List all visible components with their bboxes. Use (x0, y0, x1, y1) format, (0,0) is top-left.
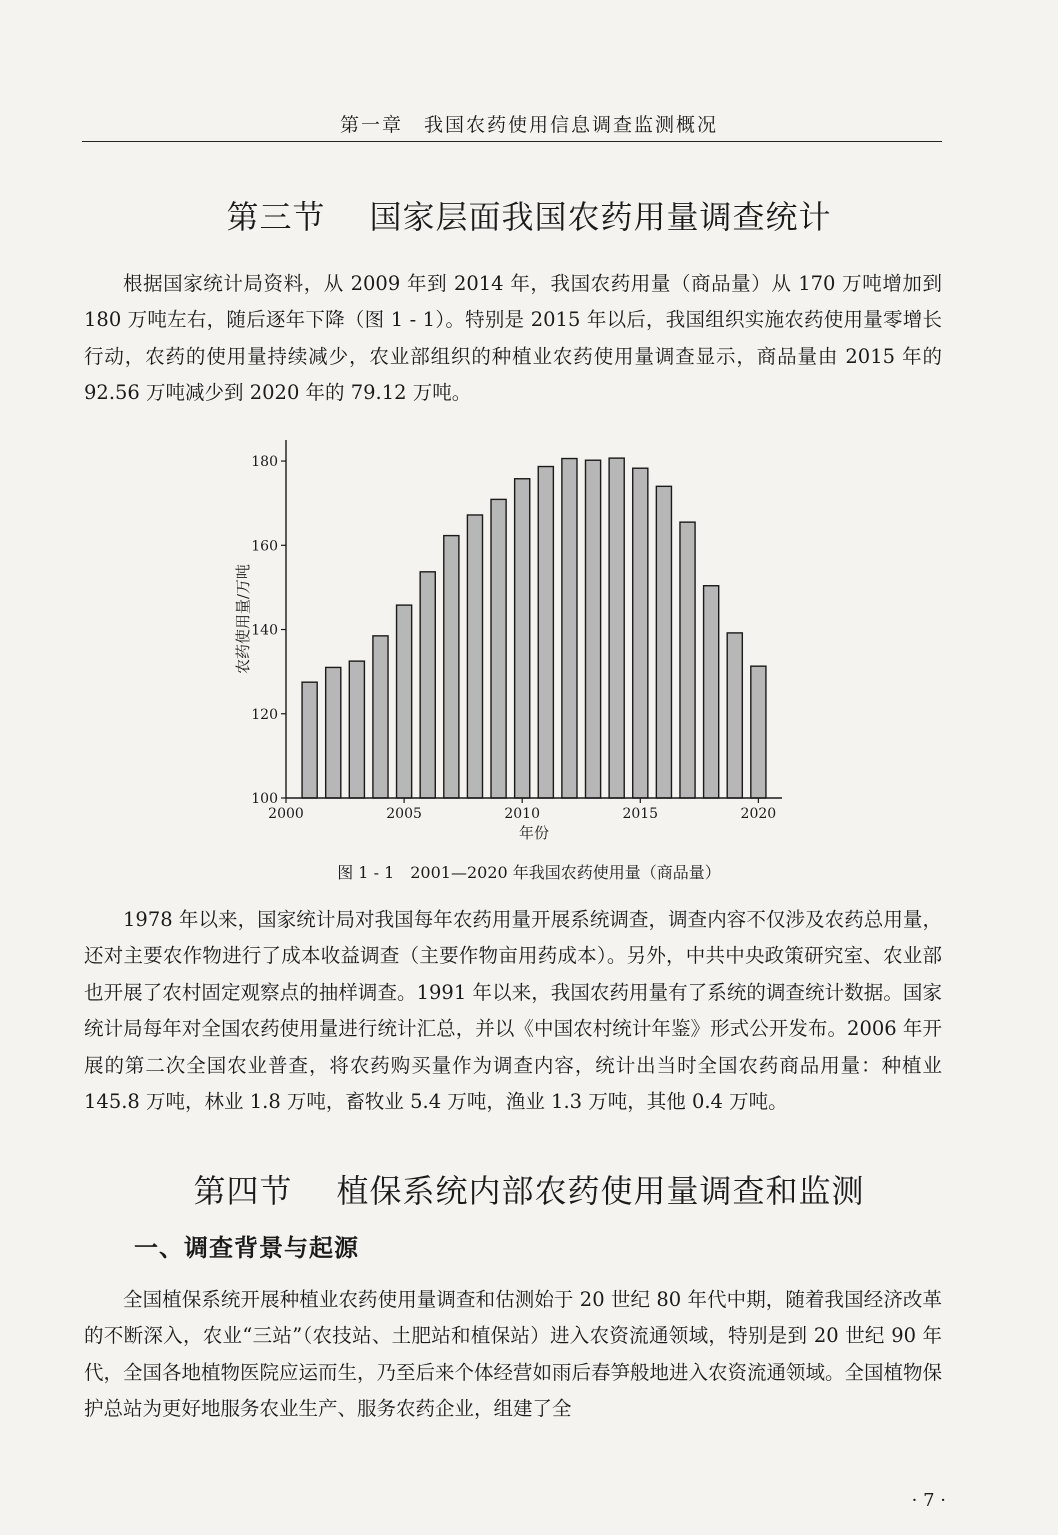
bar-2007 (444, 536, 459, 798)
x-tick-label-2005: 2005 (386, 806, 422, 822)
bar-2004 (373, 636, 388, 798)
x-tick-label-2015: 2015 (622, 806, 659, 822)
section-3-number: 第三节 (226, 198, 326, 236)
bar-2017 (680, 522, 695, 798)
bar-2014 (609, 458, 624, 798)
section-3-paragraph: 根据国家统计局资料，从 2009 年到 2014 年，我国农药用量（商品量）从 170 万吨增加到 180 万吨左右，随后逐年下降（图 1 - 1）。特别是 2015 年以后，我国组织实施农药使用量零增长行动，农药的使用量持续减少，农业部组织的种植业农药使用量调查显示，商品量由 2015 年的 92.56 万吨减少到 2020 年的 79.12 万吨。 (84, 272, 942, 405)
y-tick-label-120: 120 (251, 706, 278, 723)
figure-number: 图 1 - 1 (337, 863, 395, 882)
y-tick-label-100: 100 (251, 791, 278, 807)
bar-2008 (467, 515, 482, 798)
bar-2013 (585, 460, 600, 798)
section-4-title-text: 植保系统内部农药使用量调查和监测 (336, 1172, 865, 1210)
x-tick-label-2000: 2000 (268, 806, 304, 822)
body-paragraph-2: 1978 年以来，国家统计局对我国每年农药用量开展系统调查，调查内容不仅涉及农药总用量，还对主要农作物进行了成本收益调查（主要作物亩用药成本）。另外，中共中央政策研究室、农业部也开展了农村固定观察点的抽样调查。1991 年以来，我国农药用量有了系统的调查统计数据。国家统计局每年对全国农药使用量进行统计汇总，并以《中国农村统计年鉴》形式公开发布。2006 年开展的第二次全国农业普查，将农药购买量作为调查内容，统计出当时全国农药商品用量：种植业 145.8 万吨，林业 1.8 万吨，畜牧业 5.4 万吨，渔业 1.3 万吨，其他 0.4 万吨。 (84, 908, 942, 1114)
x-tick-label-2020: 2020 (740, 806, 777, 822)
section-4-number: 第四节 (193, 1172, 293, 1210)
y-axis-label: 农药使用量/万吨 (234, 563, 252, 675)
bar-2020 (751, 666, 766, 798)
bar-2009 (491, 499, 506, 798)
section-4-paragraph: 全国植保系统开展种植业农药使用量调查和估测始于 20 世纪 80 年代中期，随着我国经济改革的不断深入，农业“三站”（农技站、土肥站和植保站）进入农资流通领域，特别是到 20 世纪 90 年代，全国各地植物医院应运而生，乃至后来个体经营如雨后春笋般地进入农资流通领域。全国植物保护总站为更好地服务农业生产、服务农药企业，组建了全 (84, 1288, 943, 1421)
bar-2002 (326, 667, 341, 798)
bar-2019 (727, 633, 742, 798)
bar-2011 (538, 467, 553, 798)
running-header: 第一章 我国农药使用信息调查监测概况 (339, 114, 718, 136)
section-4-title (0, 1166, 1058, 1212)
x-axis-label: 年份 (518, 824, 550, 842)
bar-2018 (704, 586, 719, 798)
bar-2016 (656, 486, 671, 798)
y-tick-label-180: 180 (251, 454, 278, 471)
header-rule (82, 141, 942, 142)
bar-2003 (349, 661, 364, 798)
figure-caption (0, 860, 1058, 883)
bar-2001 (302, 682, 317, 798)
section-3-title (0, 192, 1058, 238)
page-number: · 7 · (911, 1490, 946, 1511)
subheading-background: 一、调查背景与起源 (134, 1234, 359, 1262)
figure-caption-text: 2001—2020 年我国农药使用量（商品量） (410, 863, 721, 882)
bar-2005 (397, 605, 412, 798)
bar-2006 (420, 572, 435, 798)
x-tick-label-2010: 2010 (504, 806, 541, 822)
section-3-title-text: 国家层面我国农药用量调查统计 (369, 198, 832, 236)
bar-2010 (515, 479, 530, 798)
y-tick-label-140: 140 (251, 622, 278, 639)
bar-2012 (562, 459, 577, 798)
y-tick-label-160: 160 (251, 538, 278, 555)
pesticide-usage-bar-chart (226, 434, 796, 854)
bar-2015 (633, 468, 648, 798)
